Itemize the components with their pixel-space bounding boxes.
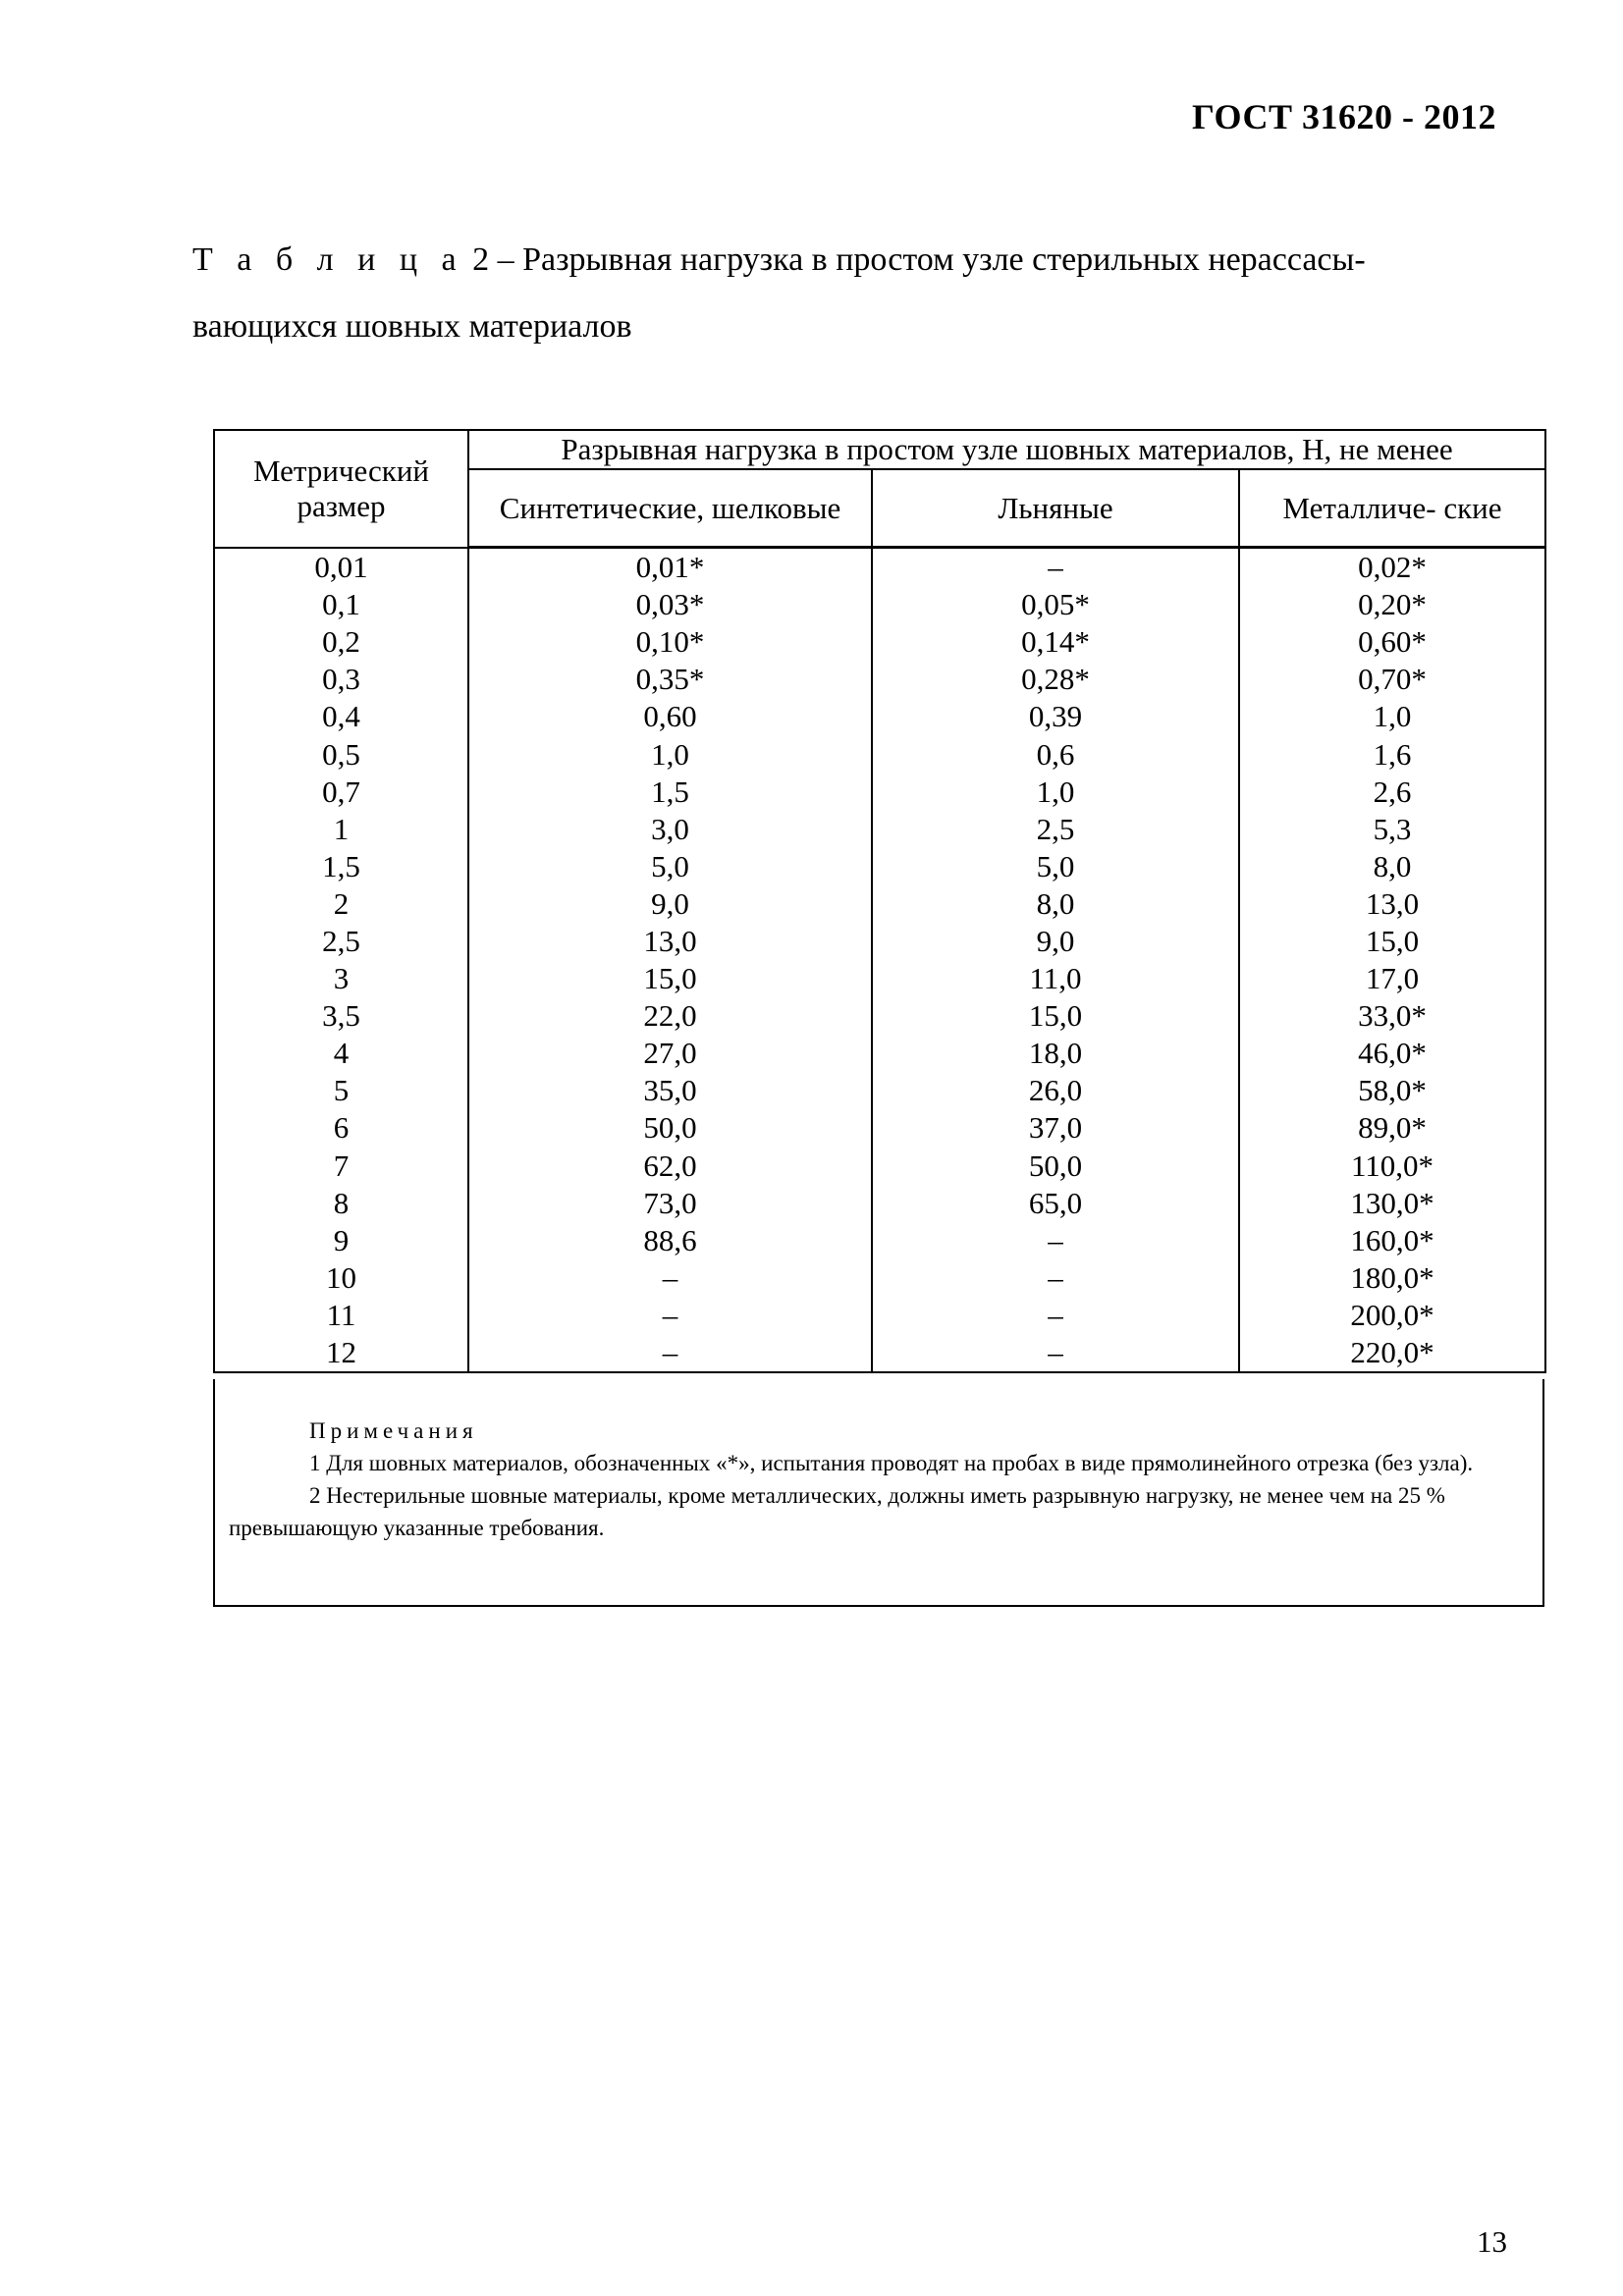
table-body xyxy=(214,548,1545,1373)
cell-synthetic: 22,0 xyxy=(468,997,872,1035)
cell-size: 0,7 xyxy=(214,774,468,811)
cell-size: 1 xyxy=(214,811,468,848)
cell-metal: 58,0* xyxy=(1239,1072,1545,1109)
cell-synthetic: 73,0 xyxy=(468,1185,872,1222)
cell-size: 0,1 xyxy=(214,586,468,623)
cell-synthetic: 9,0 xyxy=(468,885,872,923)
cell-size: 12 xyxy=(214,1334,468,1372)
table-row xyxy=(214,548,1545,587)
cell-synthetic: 62,0 xyxy=(468,1148,872,1185)
cell-linen: 0,28* xyxy=(872,661,1239,698)
table-row xyxy=(214,586,1545,623)
cell-synthetic: 50,0 xyxy=(468,1109,872,1147)
breaking-load-table xyxy=(213,429,1546,1373)
notes-title: Примечания xyxy=(309,1418,478,1443)
cell-metal: 13,0 xyxy=(1239,885,1545,923)
cell-metal: 130,0* xyxy=(1239,1185,1545,1222)
cell-metal: 5,3 xyxy=(1239,811,1545,848)
cell-size: 9 xyxy=(214,1222,468,1259)
cell-size: 0,3 xyxy=(214,661,468,698)
cell-size: 8 xyxy=(214,1185,468,1222)
cell-size: 2,5 xyxy=(214,923,468,960)
cell-metal: 33,0* xyxy=(1239,997,1545,1035)
table-row xyxy=(214,698,1545,735)
cell-metal: 1,0 xyxy=(1239,698,1545,735)
cell-size: 10 xyxy=(214,1259,468,1297)
table-row xyxy=(214,1334,1545,1372)
cell-metal: 0,70* xyxy=(1239,661,1545,698)
cell-metal: 15,0 xyxy=(1239,923,1545,960)
cell-linen: 2,5 xyxy=(872,811,1239,848)
cell-metal: 180,0* xyxy=(1239,1259,1545,1297)
cell-metal: 220,0* xyxy=(1239,1334,1545,1372)
cell-linen: 0,39 xyxy=(872,698,1239,735)
cell-size: 6 xyxy=(214,1109,468,1147)
cell-size: 3 xyxy=(214,960,468,997)
table-row xyxy=(214,997,1545,1035)
table-row xyxy=(214,623,1545,661)
caption-number: 2 xyxy=(472,241,490,278)
cell-synthetic: 3,0 xyxy=(468,811,872,848)
column-header-synthetic: Синтетические, шелковые xyxy=(468,469,872,548)
cell-synthetic: 27,0 xyxy=(468,1035,872,1072)
cell-size: 0,2 xyxy=(214,623,468,661)
column-header-linen: Льняные xyxy=(872,469,1239,548)
cell-synthetic: 1,0 xyxy=(468,735,872,773)
cell-linen: 11,0 xyxy=(872,960,1239,997)
cell-synthetic: 0,60 xyxy=(468,698,872,735)
cell-linen: 50,0 xyxy=(872,1148,1239,1185)
cell-synthetic: 13,0 xyxy=(468,923,872,960)
table-row xyxy=(214,1035,1545,1072)
table-row xyxy=(214,1259,1545,1297)
cell-linen: 18,0 xyxy=(872,1035,1239,1072)
column-header-size: Метрический размер xyxy=(214,430,468,548)
cell-linen: 37,0 xyxy=(872,1109,1239,1147)
note-item: 2 Нестерильные шовные материалы, кроме металлических, должны иметь разрывную нагрузку, не менее чем на 25 % превышающую указанные требования. xyxy=(229,1483,1445,1540)
cell-size: 3,5 xyxy=(214,997,468,1035)
cell-linen: – xyxy=(872,1222,1239,1259)
table-row xyxy=(214,1185,1545,1222)
table-row xyxy=(214,735,1545,773)
cell-synthetic: 0,10* xyxy=(468,623,872,661)
table-row xyxy=(214,1109,1545,1147)
cell-size: 0,5 xyxy=(214,735,468,773)
cell-metal: 2,6 xyxy=(1239,774,1545,811)
cell-linen: 26,0 xyxy=(872,1072,1239,1109)
cell-metal: 46,0* xyxy=(1239,1035,1545,1072)
table-row xyxy=(214,885,1545,923)
cell-linen: 65,0 xyxy=(872,1185,1239,1222)
table-row xyxy=(214,923,1545,960)
cell-synthetic: – xyxy=(468,1297,872,1334)
table-row xyxy=(214,1222,1545,1259)
cell-synthetic: – xyxy=(468,1334,872,1372)
cell-metal: 1,6 xyxy=(1239,735,1545,773)
cell-size: 2 xyxy=(214,885,468,923)
cell-synthetic: 15,0 xyxy=(468,960,872,997)
cell-synthetic: 0,35* xyxy=(468,661,872,698)
cell-metal: 89,0* xyxy=(1239,1109,1545,1147)
cell-linen: 15,0 xyxy=(872,997,1239,1035)
cell-synthetic: – xyxy=(468,1259,872,1297)
caption-label: Т а б л и ц а xyxy=(192,241,464,278)
table-row xyxy=(214,960,1545,997)
cell-size: 4 xyxy=(214,1035,468,1072)
column-header-metal: Металличе- ские xyxy=(1239,469,1545,548)
cell-synthetic: 0,01* xyxy=(468,548,872,587)
cell-size: 11 xyxy=(214,1297,468,1334)
table-row xyxy=(214,1297,1545,1334)
notes-section xyxy=(213,1379,1544,1607)
table-caption xyxy=(192,227,1469,360)
cell-linen: 1,0 xyxy=(872,774,1239,811)
column-group-header: Разрывная нагрузка в простом узле шовных материалов, Н, не менее xyxy=(468,430,1545,469)
caption-dash: – xyxy=(497,241,514,278)
cell-metal: 110,0* xyxy=(1239,1148,1545,1185)
cell-size: 1,5 xyxy=(214,848,468,885)
caption-title-line2: вающихся шовных материалов xyxy=(192,308,632,345)
cell-synthetic: 1,5 xyxy=(468,774,872,811)
cell-size: 5 xyxy=(214,1072,468,1109)
cell-linen: 0,14* xyxy=(872,623,1239,661)
cell-linen: 9,0 xyxy=(872,923,1239,960)
table-row xyxy=(214,661,1545,698)
table-row xyxy=(214,848,1545,885)
cell-linen: 0,6 xyxy=(872,735,1239,773)
cell-linen: – xyxy=(872,1259,1239,1297)
cell-metal: 200,0* xyxy=(1239,1297,1545,1334)
table-row xyxy=(214,811,1545,848)
table-row xyxy=(214,1148,1545,1185)
cell-linen: – xyxy=(872,548,1239,587)
cell-metal: 160,0* xyxy=(1239,1222,1545,1259)
caption-title-line1: Разрывная нагрузка в простом узле стерильных нерассасы- xyxy=(522,241,1366,278)
note-item: 1 Для шовных материалов, обозначенных «*», испытания проводят на пробах в виде прямолинейного отрезка (без узла). xyxy=(309,1451,1474,1475)
cell-linen: 8,0 xyxy=(872,885,1239,923)
cell-metal: 0,02* xyxy=(1239,548,1545,587)
page-number: 13 xyxy=(1477,2224,1507,2259)
cell-metal: 0,60* xyxy=(1239,623,1545,661)
table-row xyxy=(214,1072,1545,1109)
cell-linen: – xyxy=(872,1334,1239,1372)
cell-synthetic: 88,6 xyxy=(468,1222,872,1259)
cell-synthetic: 0,03* xyxy=(468,586,872,623)
cell-linen: 5,0 xyxy=(872,848,1239,885)
cell-size: 0,01 xyxy=(214,548,468,587)
cell-size: 0,4 xyxy=(214,698,468,735)
cell-metal: 8,0 xyxy=(1239,848,1545,885)
cell-size: 7 xyxy=(214,1148,468,1185)
cell-synthetic: 35,0 xyxy=(468,1072,872,1109)
cell-synthetic: 5,0 xyxy=(468,848,872,885)
table-row xyxy=(214,774,1545,811)
cell-linen: – xyxy=(872,1297,1239,1334)
cell-linen: 0,05* xyxy=(872,586,1239,623)
cell-metal: 0,20* xyxy=(1239,586,1545,623)
cell-metal: 17,0 xyxy=(1239,960,1545,997)
document-code: ГОСТ 31620 - 2012 xyxy=(1192,97,1496,136)
